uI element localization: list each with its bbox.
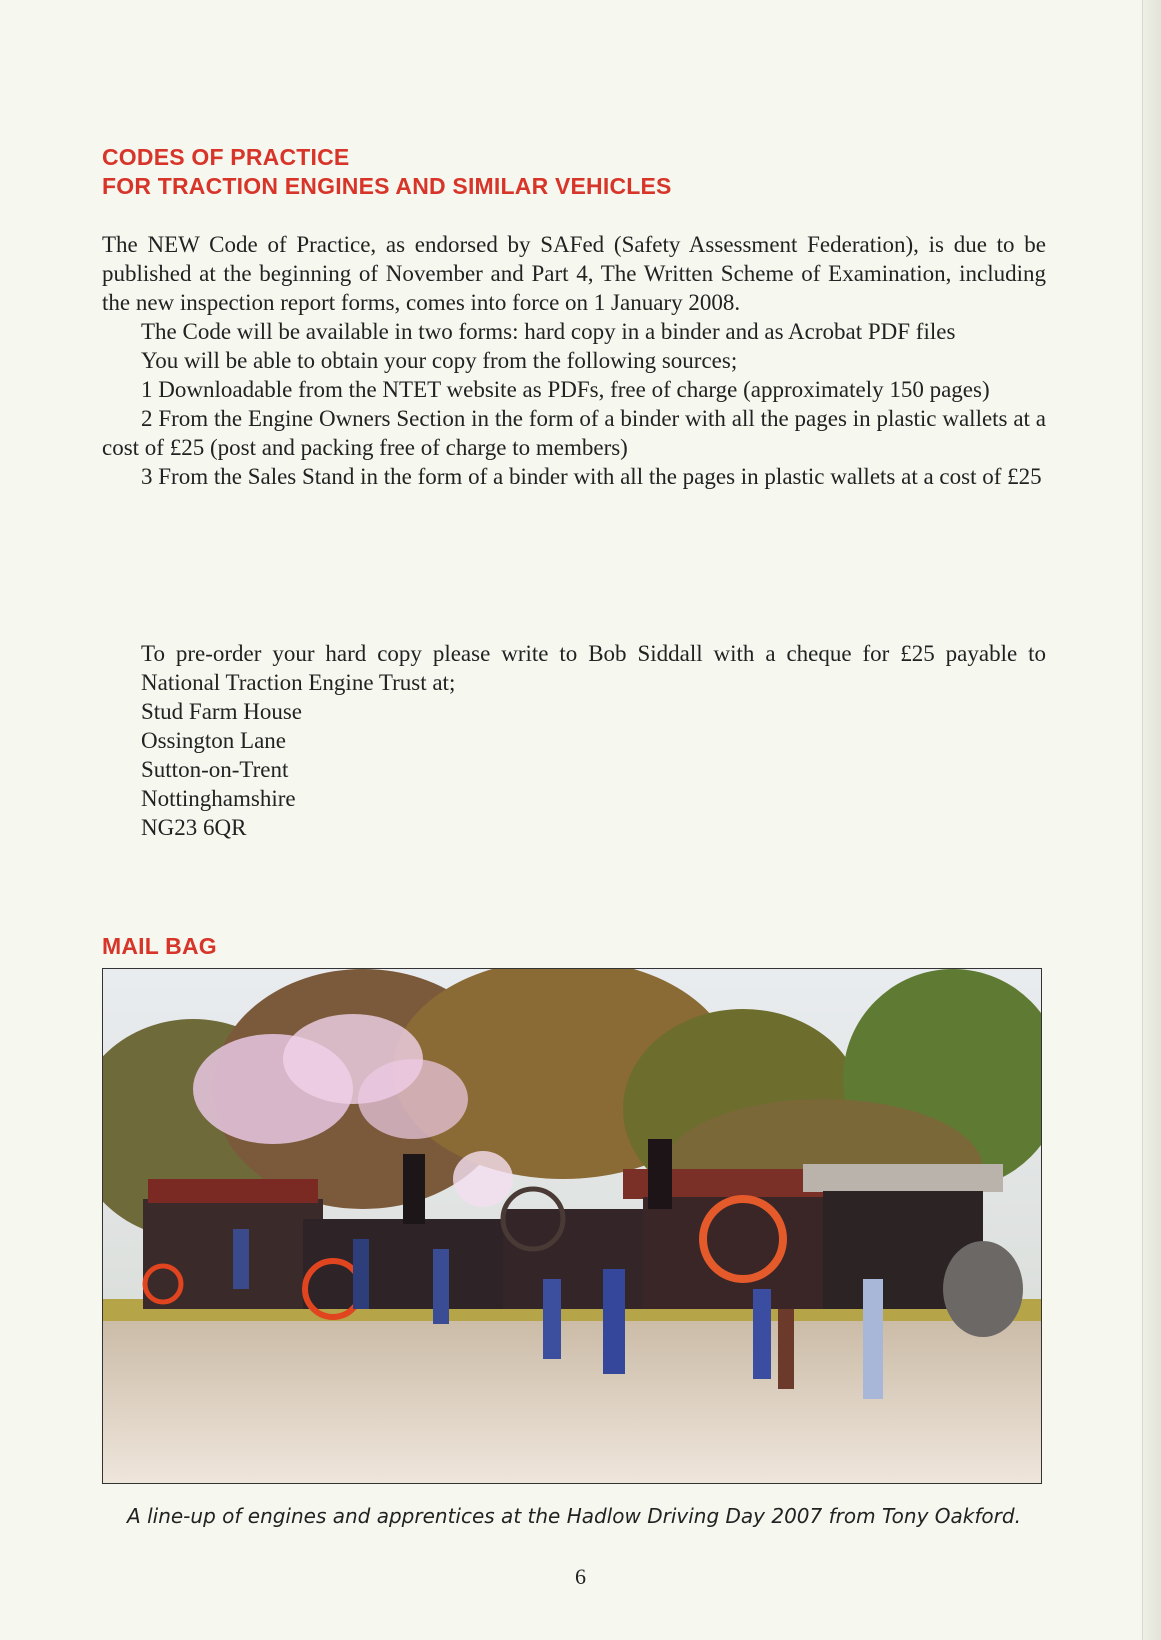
codes-heading-line2: FOR TRACTION ENGINES AND SIMILAR VEHICLES [102,173,672,199]
paragraph: You will be able to obtain your copy from the following sources; [141,348,738,373]
list-item: 3 From the Sales Stand in the form of a binder with all the pages in plastic wallets at a cost of £25 [141,464,1042,489]
address-line: Nottinghamshire [141,786,296,811]
paragraph: The NEW Code of Practice, as endorsed by SAFed (Safety Assessment Federation), is due to be published at the beginning of November and Part 4, The Written Scheme of Examination, including the new inspection report forms, comes into force on 1 January 2008. [102,232,1046,315]
list-item: 2 From the Engine Owners Section in the form of a binder with all the pages in plastic wallets at a cost of £25 (post and packing free of charge to members) [102,406,1046,460]
codes-body [102,230,1046,491]
engine-lineup-photo [102,968,1042,1484]
address-line: Ossington Lane [141,728,287,753]
address-line: Sutton-on-Trent [141,757,289,782]
photo-caption: A line-up of engines and apprentices at the Hadlow Driving Day 2007 from Tony Oakford. [127,1504,1021,1528]
page-edge [1142,0,1161,1640]
address-line: NG23 6QR [141,815,247,840]
paragraph: The Code will be available in two forms: hard copy in a binder and as Acrobat PDF files [141,319,956,344]
preorder-text: To pre-order your hard copy please write to Bob Siddall with a cheque for £25 payable to National Traction Engine Trust at; [141,641,1046,695]
postal-address [141,697,302,842]
page-number: 6 [575,1564,586,1589]
mail-bag-heading: MAIL BAG [102,933,217,959]
codes-heading-line1: CODES OF PRACTICE [102,144,350,170]
codes-heading [102,143,672,201]
list-item: 1 Downloadable from the NTET website as PDFs, free of charge (approximately 150 pages) [141,377,990,402]
address-line: Stud Farm House [141,699,302,724]
